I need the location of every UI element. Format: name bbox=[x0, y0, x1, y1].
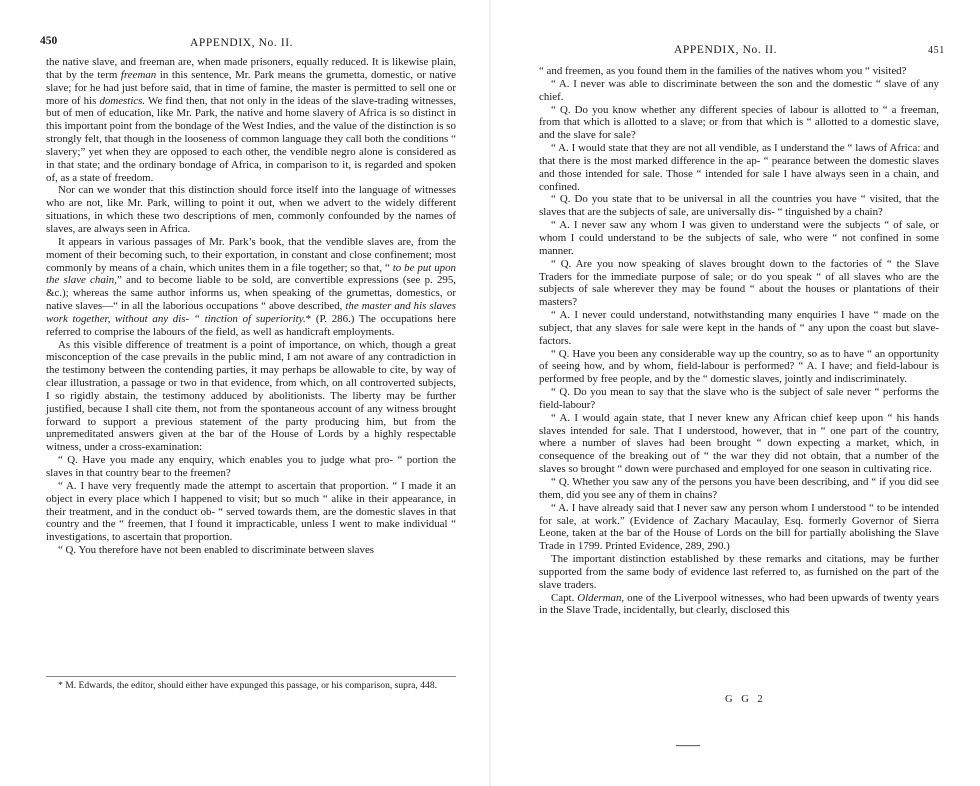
paragraph: The important distinction established by these remarks and citations, may be further supported from the same body of evidence last referred to, as furnished on the part of the slave traders. bbox=[539, 553, 939, 591]
text-run: ” and to become liable to be sold, are convertible expressions (see p. 295, &c.); whereas the same author informs us, when speaking of the grumettas, domestics, or native slaves—“ in all the laborious occupations “ above described, bbox=[46, 274, 456, 313]
paragraph: As this visible difference of treatment is a point of importance, on which, though a great misconception of the case prevails in the public mind, I am not aware of any contradiction in the testimony between the contending parties, it may perhaps be allowable to cite, by way of clear illustration, a passage or two in that evidence, from which, on all controverted subjects, I so rigidly abstain, the testimony adduced by abolitionists. The liberty may be further justified, because I shall cite them, not from the spontaneous account of any witness brought forward to support a previous statement of the party producing him, but from the unpremeditated answers given at the bar of the House of Lords by a highly respectable witness, under a cross-examination: bbox=[46, 338, 456, 454]
italic-run: domestics. bbox=[99, 94, 146, 107]
right-running-head: APPENDIX, No. II. bbox=[674, 44, 778, 56]
ink-speck bbox=[676, 744, 706, 747]
testimony-paragraph: “ A. I never was able to discriminate between the son and the domestic “ slave of any chief. bbox=[539, 77, 939, 103]
paragraph bbox=[539, 592, 939, 618]
testimony-paragraph: “ Q. Do you state that to be universal in all the countries you have “ visited, that the slaves that are the subjects of sale, are universally dis- “ tinguished by a chain? bbox=[539, 193, 939, 219]
testimony-paragraph: “ A. I would again state, that I never knew any African chief keep upon “ his hands slaves intended for sale. That I understood, however, that in “ one part of the country, where a number of slaves had been brought “ down expecting a market, which, in consequence of the breaking out of “ the war they did not obtain, that a number of the slaves so brought “ down were purchased and employed for one season in cultivating rice. bbox=[539, 411, 939, 476]
paragraph bbox=[46, 56, 456, 184]
testimony-paragraph: “ A. I would state that they are not all vendible, as I understand the “ laws of Africa: and that there is the most marked difference in the ap- “ pearance between the domestic slaves and those intended for sale. Those “ intended for sale I have always seen in a chain, and confined. bbox=[539, 142, 939, 193]
text-run: one of the Liverpool witnesses, who had been upwards of twenty years in the Slave Trade, incidentally, but clearly, disclosed this bbox=[539, 591, 939, 617]
text-run: We find then, that not only in the ideas of the slave-trading witnesses, but of men of education, like Mr. Park, the native and home slavery of Africa is so distinct in this important point from the bondage of the West Indies, and the value of the distinction is so strongly felt, that though in the looseness of common language they call both the conditions “ slavery;” yet when they are opposed to each other, the vendible negro alone is considered as in that state; and the ordinary bondage of Africa, in comparison to it, is regarded and spoken of, as a state of freedom. bbox=[46, 94, 456, 184]
italic-run: the master and his slaves work together, without any dis- “ tinction of superiority. bbox=[46, 300, 456, 325]
testimony-paragraph: “ A. I have already said that I never saw any person whom I understood “ to be intended for sale, at work.” (Evidence of Zachary Macaulay, Esq. formerly Governor of Sierra Leone, taken at the bar of the House of Lords on the bill for partially abolishing the Slave Trade in 1799. Printed Evidence, 289, 290.) bbox=[539, 501, 939, 553]
text-run: It appears in various passages of Mr. Park’s book, that the vendible slaves are, from the moment of their becoming such, to their exportation, in constant and close confinement; most commonly by means of a chain, which unites them in a file together; so that, “ bbox=[46, 235, 456, 274]
testimony-paragraph: “ Q. Do you know whether any different species of labour is allotted to “ a freeman, from that which is allotted to a slave; or from that which is “ allotted to a domestic slave, and the slave for sale? bbox=[539, 103, 939, 142]
book-gutter bbox=[489, 0, 491, 786]
testimony-paragraph: “ Q. You therefore have not been enabled to discriminate between slaves bbox=[58, 544, 375, 557]
text-run: the native slave, and freeman are, when made prisoners, equally reduced. It is likewise plain, that by the term bbox=[46, 56, 456, 81]
left-page-number: 450 bbox=[40, 35, 58, 47]
testimony-paragraph: “ Q. Are you now speaking of slaves brought down to the factories of “ the Slave Traders for the immediate purpose of sale; or do you speak “ of all slaves who are the subjects of sale wherever they may be found “ about the houses or plantations of their masters? bbox=[539, 257, 939, 309]
testimony-paragraph: “ A. I have very frequently made the attempt to ascertain that proportion. “ I made it an object in every place which I happened to visit; but so much “ alike in their appearance, in their treatment, and in the conduct ob- “ served towards them, are the domestic slaves in that country and the “ freemen, that I found it impracticable, unless I went to make individual “ investigations, to ascertain that proportion. bbox=[46, 479, 456, 544]
testimony-paragraph: “ Q. Have you been any considerable way up the country, so as to have “ an opportunity of seeing how, and by whom, field-labour is performed? “ A. I have; and field-labour is performed by free people, and by the “ domestic slaves, jointly and indiscriminately. bbox=[539, 347, 939, 386]
right-page bbox=[492, 0, 980, 786]
footnote-rule bbox=[46, 676, 456, 677]
right-page-body bbox=[539, 65, 939, 617]
testimony-paragraph: “ A. I never could understand, notwithstanding many enquiries I have “ made on the subject, that any slaves for sale were kept in the hands of “ any upon the coast but slave-factors. bbox=[539, 309, 939, 347]
text-run: in this sentence, Mr. Park means the grumetta, domestic, or native slave; for he had just before said, that in time of famine, the master is permitted to sell one or more of his bbox=[46, 68, 457, 107]
text-run: Capt. bbox=[551, 591, 578, 604]
right-page-number: 451 bbox=[928, 45, 945, 56]
left-page bbox=[0, 0, 488, 786]
italic-run: freeman bbox=[120, 68, 157, 81]
signature-mark: G G 2 bbox=[725, 694, 766, 705]
paragraph bbox=[46, 236, 456, 339]
testimony-paragraph: “ A. I never saw any whom I was given to understand were the subjects “ of sale, or whom I could understand to be the subjects of sale, who were “ not confined in some manner. bbox=[539, 219, 939, 257]
italic-run: to be put upon the slave chain, bbox=[46, 261, 456, 287]
left-page-body bbox=[46, 56, 456, 557]
italic-run: Olderman, bbox=[577, 591, 625, 604]
text-run: * (P. 286.) The occupations here referred to comprise the labours of the field, as well as handicraft employments. bbox=[46, 312, 457, 338]
testimony-paragraph: “ Q. Do you mean to say that the slave who is the subject of sale never “ performs the field-labour? bbox=[539, 386, 939, 411]
testimony-paragraph: “ and freemen, as you found them in the families of the natives whom you “ visited? bbox=[539, 65, 907, 77]
left-running-head: APPENDIX, No. II. bbox=[190, 37, 294, 49]
testimony-paragraph: “ Q. Whether you saw any of the persons you have been describing, and “ if you did see them, did you see any of them in chains? bbox=[539, 476, 939, 501]
footnote: * M. Edwards, the editor, should either have expunged this passage, or his comparison, supra, 448. bbox=[58, 680, 438, 691]
testimony-paragraph: “ Q. Have you made any enquiry, which enables you to judge what pro- “ portion the slaves in that country bear to the freemen? bbox=[46, 454, 456, 479]
paragraph: Nor can we wonder that this distinction should force itself into the language of witnesses who are not, like Mr. Park, willing to point it out, when we advert to the widely different situations, in which these two descriptions of men, commonly confounded by the names of slaves, are always seen in Africa. bbox=[46, 184, 456, 235]
